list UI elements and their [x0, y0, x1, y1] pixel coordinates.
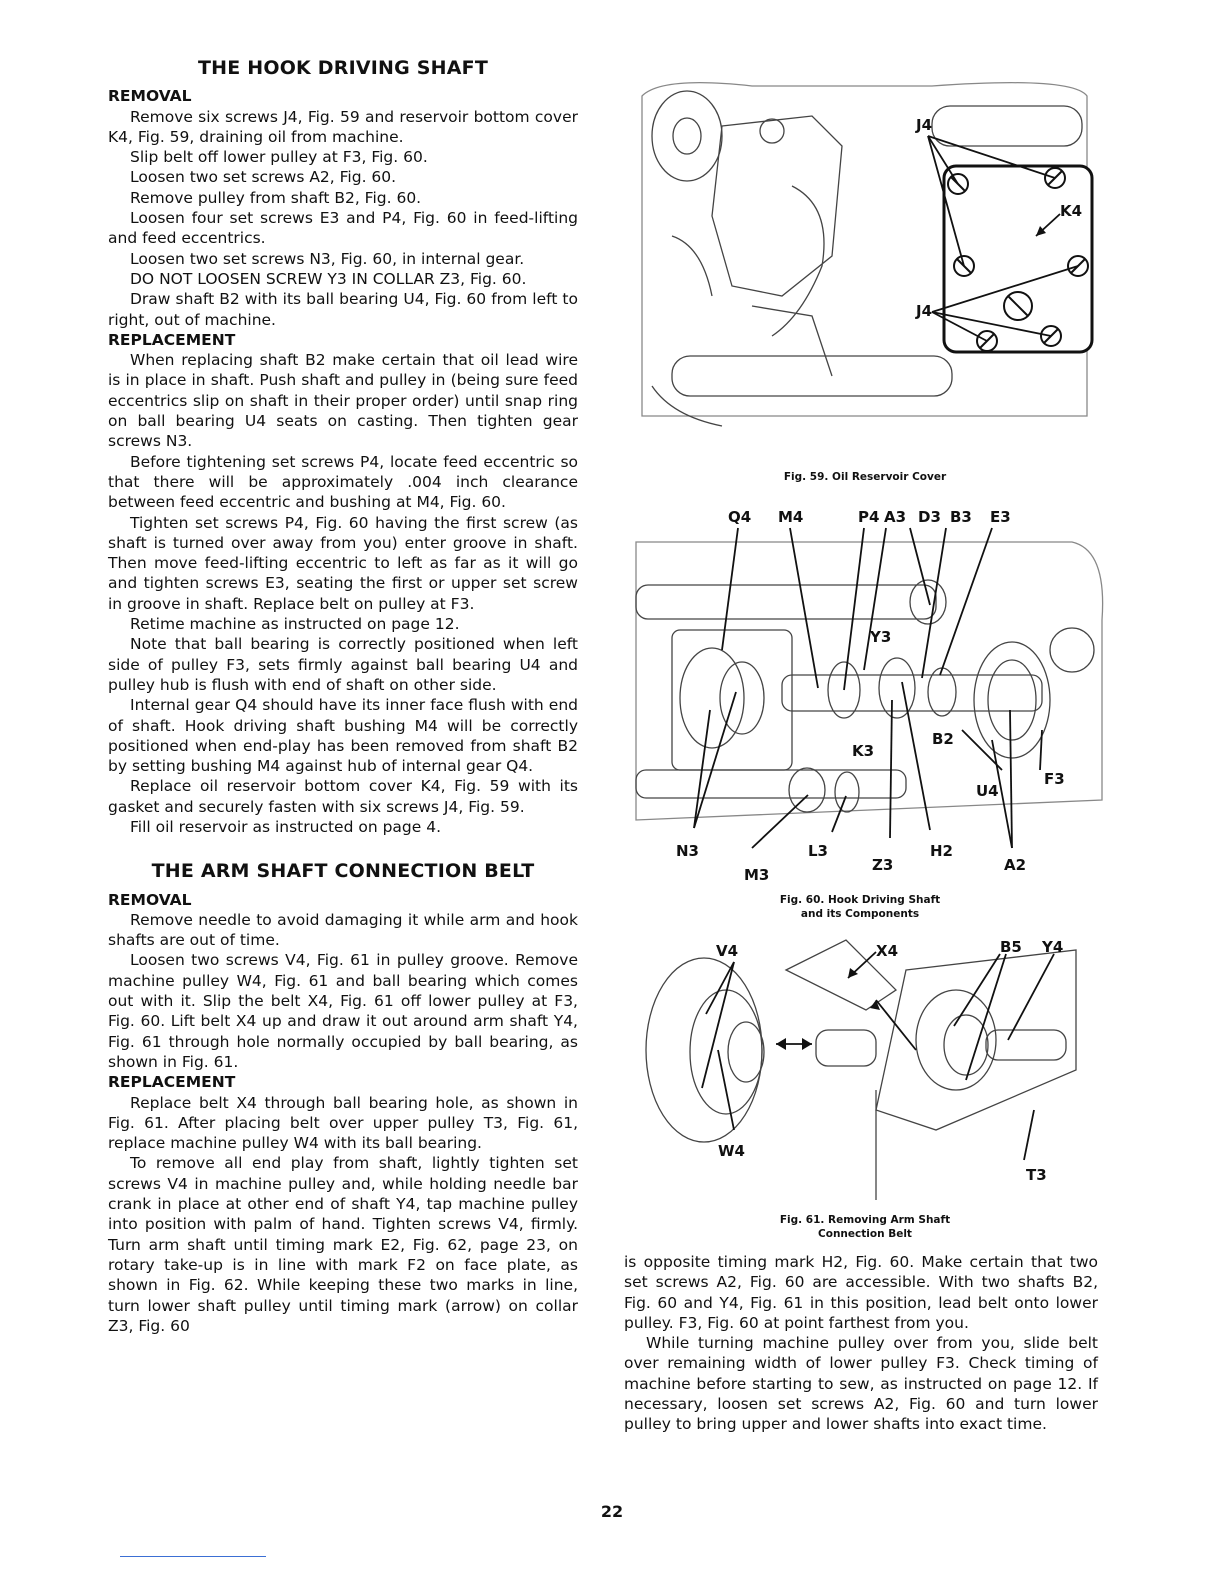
right-column-text — [624, 1252, 1098, 1435]
label-b5: B5 — [1000, 938, 1022, 956]
paragraph: Remove needle to avoid damaging it while arm and hook shafts are out of time. — [108, 910, 578, 950]
paragraph: Loosen two set screws A2, Fig. 60. — [130, 168, 397, 187]
label-n3: N3 — [676, 842, 699, 860]
label-y4: Y4 — [1042, 938, 1064, 956]
label-m4: M4 — [778, 508, 804, 526]
label-d3: D3 — [918, 508, 941, 526]
label-h2: H2 — [930, 842, 953, 860]
heading-replacement: REPLACEMENT — [108, 1073, 236, 1092]
label-j4-top: J4 — [916, 116, 933, 134]
label-q4: Q4 — [728, 508, 752, 526]
label-v4: V4 — [716, 942, 739, 960]
caption-fig59 — [700, 470, 1030, 484]
paragraph: Slip belt off lower pulley at F3, Fig. 60. — [130, 148, 428, 167]
paragraph: Replace belt X4 through ball bearing hole, as shown in Fig. 61. After placing belt over upper pulley T3, Fig. 61, replace machine pulley W4 with its ball bearing. — [108, 1093, 578, 1153]
caption-fig61-line1: Fig. 61. Removing Arm Shaft — [779, 1214, 951, 1226]
caption-fig59-text: Fig. 59. Oil Reservoir Cover — [783, 471, 947, 483]
figure-59-oil-reservoir-cover — [632, 56, 1100, 456]
label-a2: A2 — [1004, 856, 1027, 874]
label-p4: P4 — [858, 508, 880, 526]
paragraph: Loosen two set screws N3, Fig. 60, in internal gear. — [130, 249, 525, 268]
paragraph: Before tightening set screws P4, locate feed eccentric so that there will be approximately .004 inch clearance between feed eccentric and bushing at M4, Fig. 60. — [108, 452, 578, 512]
paragraph: When replacing shaft B2 make certain that oil lead wire is in place in shaft. Push shaft and pulley in (being sure feed eccentrics slip on shaft in their proper order) until snap ring on ball bearing U4 seats on casting. Then tighten gear screws N3. — [108, 351, 578, 451]
figure-61-removing-arm-shaft-belt — [636, 930, 1080, 1206]
label-a3: A3 — [884, 508, 907, 526]
footer-line — [120, 1556, 266, 1557]
caption-fig61 — [730, 1213, 1000, 1241]
label-w4: W4 — [718, 1142, 745, 1160]
label-j4-bottom: J4 — [916, 302, 933, 320]
paragraph: To remove all end play from shaft, lightly tighten set screws V4 in machine pulley and, while holding needle bar crank in place at other end of shaft Y4, tap machine pulley into position with palm of hand. Tighten screws V4, firmly. Turn arm shaft until timing mark E2, Fig. 62, page 23, on rotary take-up is in line with mark F2 on face plate, as shown in Fig. 62. While keeping these two marks in line, turn lower shaft pulley until timing mark (arrow) on collar Z3, Fig. 60 — [108, 1154, 578, 1335]
label-m3: M3 — [744, 866, 770, 884]
caption-fig60-line2: and its Components — [800, 908, 920, 920]
page-number: 22 — [600, 1502, 624, 1521]
paragraph: Loosen two screws V4, Fig. 61 in pulley groove. Remove machine pulley W4, Fig. 61 and ball bearing which comes out with it. Slip the belt X4, Fig. 61 off lower pulley at F3, Fig. 60. Lift belt X4 up and draw it out around arm shaft Y4, Fig. 61 through hole normally occupied by ball bearing, as shown in Fig. 61. — [108, 951, 578, 1071]
paragraph: Remove pulley from shaft B2, Fig. 60. — [130, 188, 422, 207]
left-column — [108, 58, 578, 1336]
paragraph: DO NOT LOOSEN SCREW Y3 IN COLLAR Z3, Fig. 60. — [130, 269, 527, 288]
paragraph: Replace oil reservoir bottom cover K4, Fig. 59 with its gasket and securely fasten with six screws J4, Fig. 59. — [108, 777, 578, 816]
heading-replacement: REPLACEMENT — [108, 330, 236, 349]
label-k3: K3 — [852, 742, 875, 760]
caption-fig60-line1: Fig. 60. Hook Driving Shaft — [779, 894, 941, 906]
label-z3: Z3 — [872, 856, 894, 874]
paragraph: Tighten set screws P4, Fig. 60 having the first screw (as shaft is turned over away from you) enter groove in shaft. Then move feed-lifting eccentric to left as far as it will go and tighten screws E3, seating the first or upper set screw in groove in shaft. Replace belt on pulley at F3. — [108, 513, 578, 613]
label-y3: Y3 — [870, 628, 892, 646]
paragraph: Note that ball bearing is correctly positioned when left side of pulley F3, sets firmly against ball bearing U4 and pulley hub is flush with end of shaft on other side. — [108, 635, 578, 694]
label-f3: F3 — [1044, 770, 1065, 788]
label-x4: X4 — [876, 942, 899, 960]
heading-removal: REMOVAL — [108, 890, 192, 909]
paragraph: Internal gear Q4 should have its inner face flush with end of shaft. Hook driving shaft bushing M4 will be correctly positioned when end-play has been removed from shaft B2 by setting bushing M4 against hub of internal gear Q4. — [108, 696, 578, 776]
caption-fig61-line2: Connection Belt — [818, 1228, 912, 1240]
paragraph: is opposite timing mark H2, Fig. 60. Make certain that two set screws A2, Fig. 60 are accessible. With two shafts B2, Fig. 60 and Y4, Fig. 61 in this position, lead belt onto lower pulley. F3, Fig. 60 at point farthest from you. — [624, 1253, 1098, 1332]
paragraph: Remove six screws J4, Fig. 59 and reservoir bottom cover K4, Fig. 59, draining oil from machine. — [108, 107, 578, 146]
section-title-arm-shaft-belt: THE ARM SHAFT CONNECTION BELT — [151, 860, 535, 883]
label-b3: B3 — [950, 508, 972, 526]
paragraph: Fill oil reservoir as instructed on page 4. — [130, 817, 442, 836]
label-e3: E3 — [990, 508, 1011, 526]
label-b2: B2 — [932, 730, 954, 748]
paragraph: Loosen four set screws E3 and P4, Fig. 60 in feed-lifting and feed eccentrics. — [108, 209, 578, 248]
heading-removal: REMOVAL — [108, 87, 192, 106]
caption-fig60 — [730, 893, 990, 921]
paragraph: While turning machine pulley over from you, slide belt over remaining width of lower pulley F3. Check timing of machine before starting to sew, as instructed on page 12. If necessary, loosen set screws A2, Fig. 60 and turn lower pulley to bring upper and lower shafts into exact time. — [624, 1334, 1098, 1434]
label-l3: L3 — [808, 842, 828, 860]
label-u4: U4 — [976, 782, 999, 800]
figure-60-hook-driving-shaft — [632, 500, 1110, 884]
section-title-hook-driving-shaft: THE HOOK DRIVING SHAFT — [198, 57, 488, 79]
label-t3: T3 — [1026, 1166, 1047, 1184]
label-k4: K4 — [1060, 202, 1083, 220]
paragraph: Draw shaft B2 with its ball bearing U4, Fig. 60 from left to right, out of machine. — [108, 290, 578, 329]
paragraph: Retime machine as instructed on page 12. — [130, 615, 460, 634]
